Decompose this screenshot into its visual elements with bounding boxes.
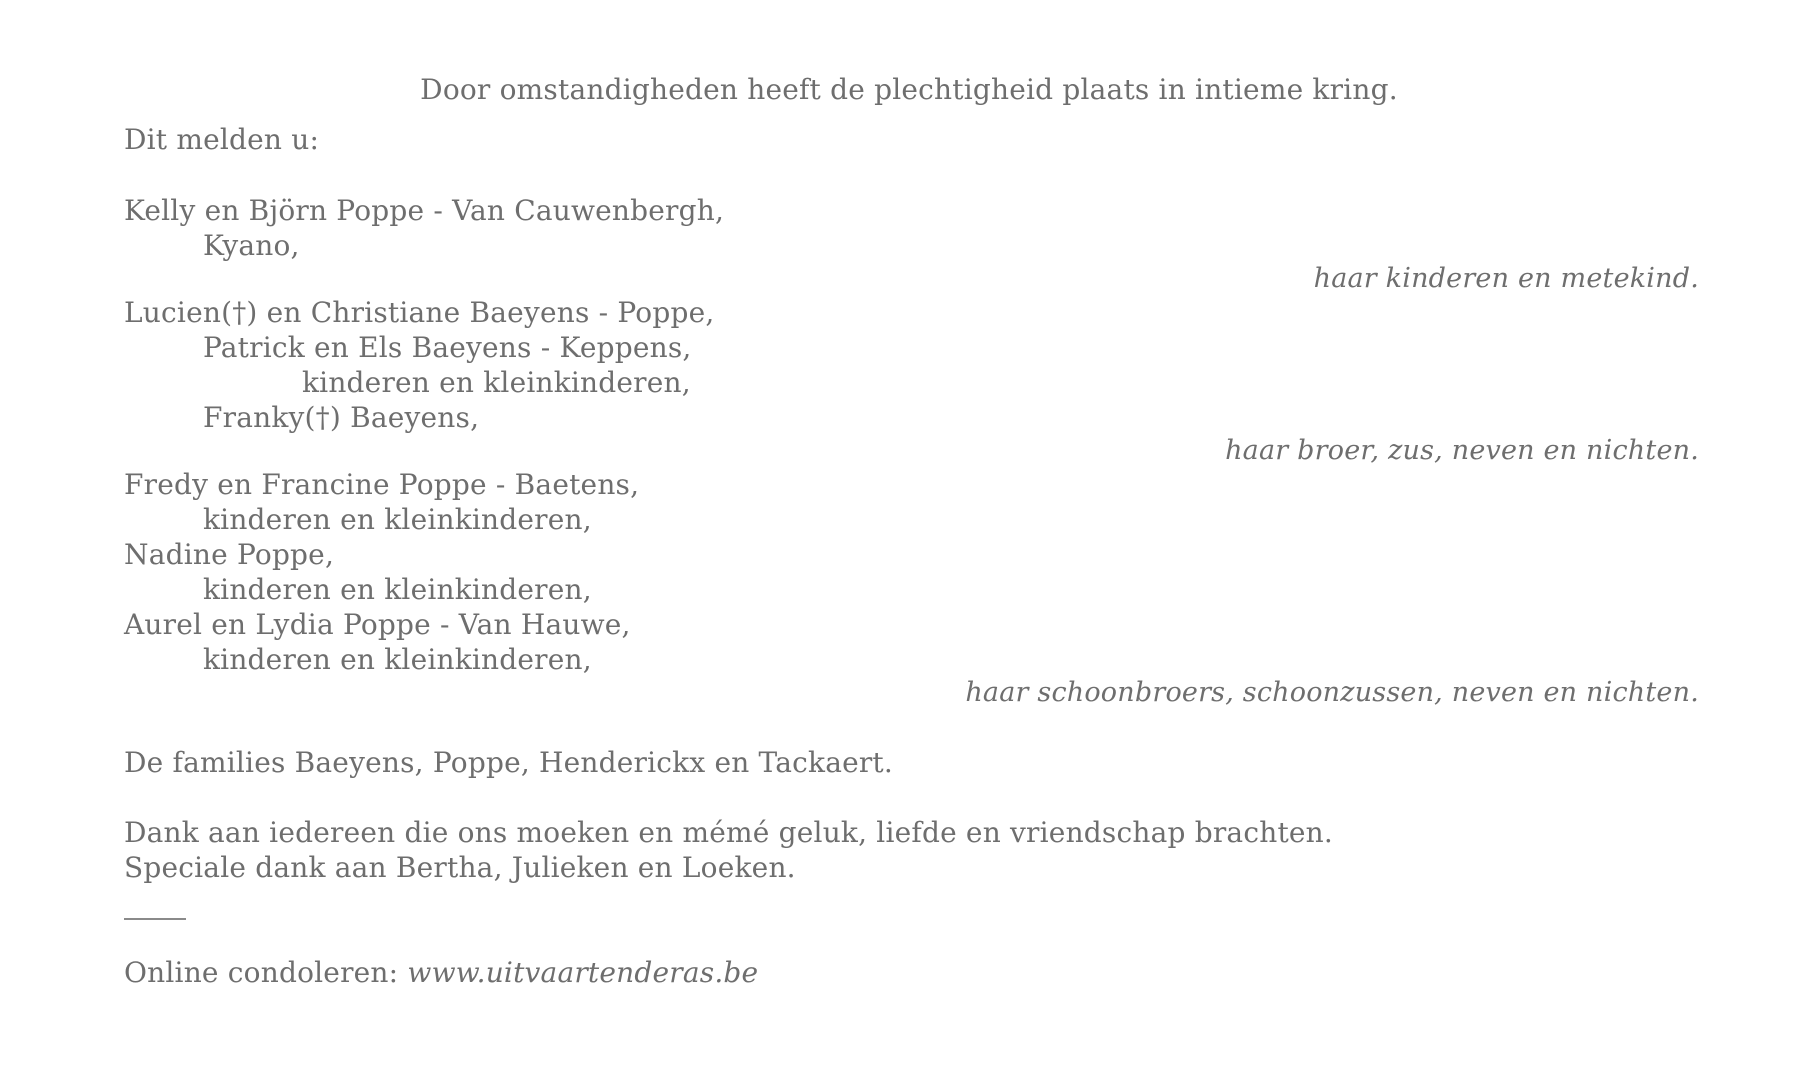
condolence-label: Online condoleren: bbox=[124, 956, 399, 989]
family-line: Aurel en Lydia Poppe - Van Hauwe, bbox=[124, 608, 631, 641]
family-line: Kelly en Björn Poppe - Van Cauwenbergh, bbox=[124, 194, 725, 227]
condolence-line bbox=[124, 956, 758, 990]
relation-text: haar kinderen en metekind. bbox=[1313, 263, 1699, 294]
family-line: Lucien(†) en Christiane Baeyens - Poppe, bbox=[124, 296, 715, 329]
announce-text: Dit melden u: bbox=[124, 123, 320, 156]
family-line: kinderen en kleinkinderen, bbox=[203, 503, 592, 536]
thanks-line: Speciale dank aan Bertha, Julieken en Loeken. bbox=[124, 851, 796, 884]
family-line: Franky(†) Baeyens, bbox=[203, 401, 480, 434]
family-line: kinderen en kleinkinderen, bbox=[203, 643, 592, 676]
condolence-link[interactable]: www.uitvaartenderas.be bbox=[407, 956, 759, 989]
family-line: Kyano, bbox=[203, 229, 300, 262]
family-line: kinderen en kleinkinderen, bbox=[203, 573, 592, 606]
separator-rule bbox=[124, 918, 186, 920]
thanks-line: Dank aan iedereen die ons moeken en mémé geluk, liefde en vriendschap brachten. bbox=[124, 816, 1333, 849]
family-line: kinderen en kleinkinderen, bbox=[302, 366, 691, 399]
family-line: Patrick en Els Baeyens - Keppens, bbox=[203, 331, 692, 364]
relation-text: haar broer, zus, neven en nichten. bbox=[1225, 435, 1699, 466]
family-line: Nadine Poppe, bbox=[124, 538, 335, 571]
relation-text: haar schoonbroers, schoonzussen, neven en nichten. bbox=[965, 677, 1699, 708]
families-text: De families Baeyens, Poppe, Henderickx en Tackaert. bbox=[124, 746, 893, 779]
family-line: Fredy en Francine Poppe - Baetens, bbox=[124, 468, 640, 501]
intro-text: Door omstandigheden heeft de plechtigheid plaats in intieme kring. bbox=[420, 73, 1398, 106]
